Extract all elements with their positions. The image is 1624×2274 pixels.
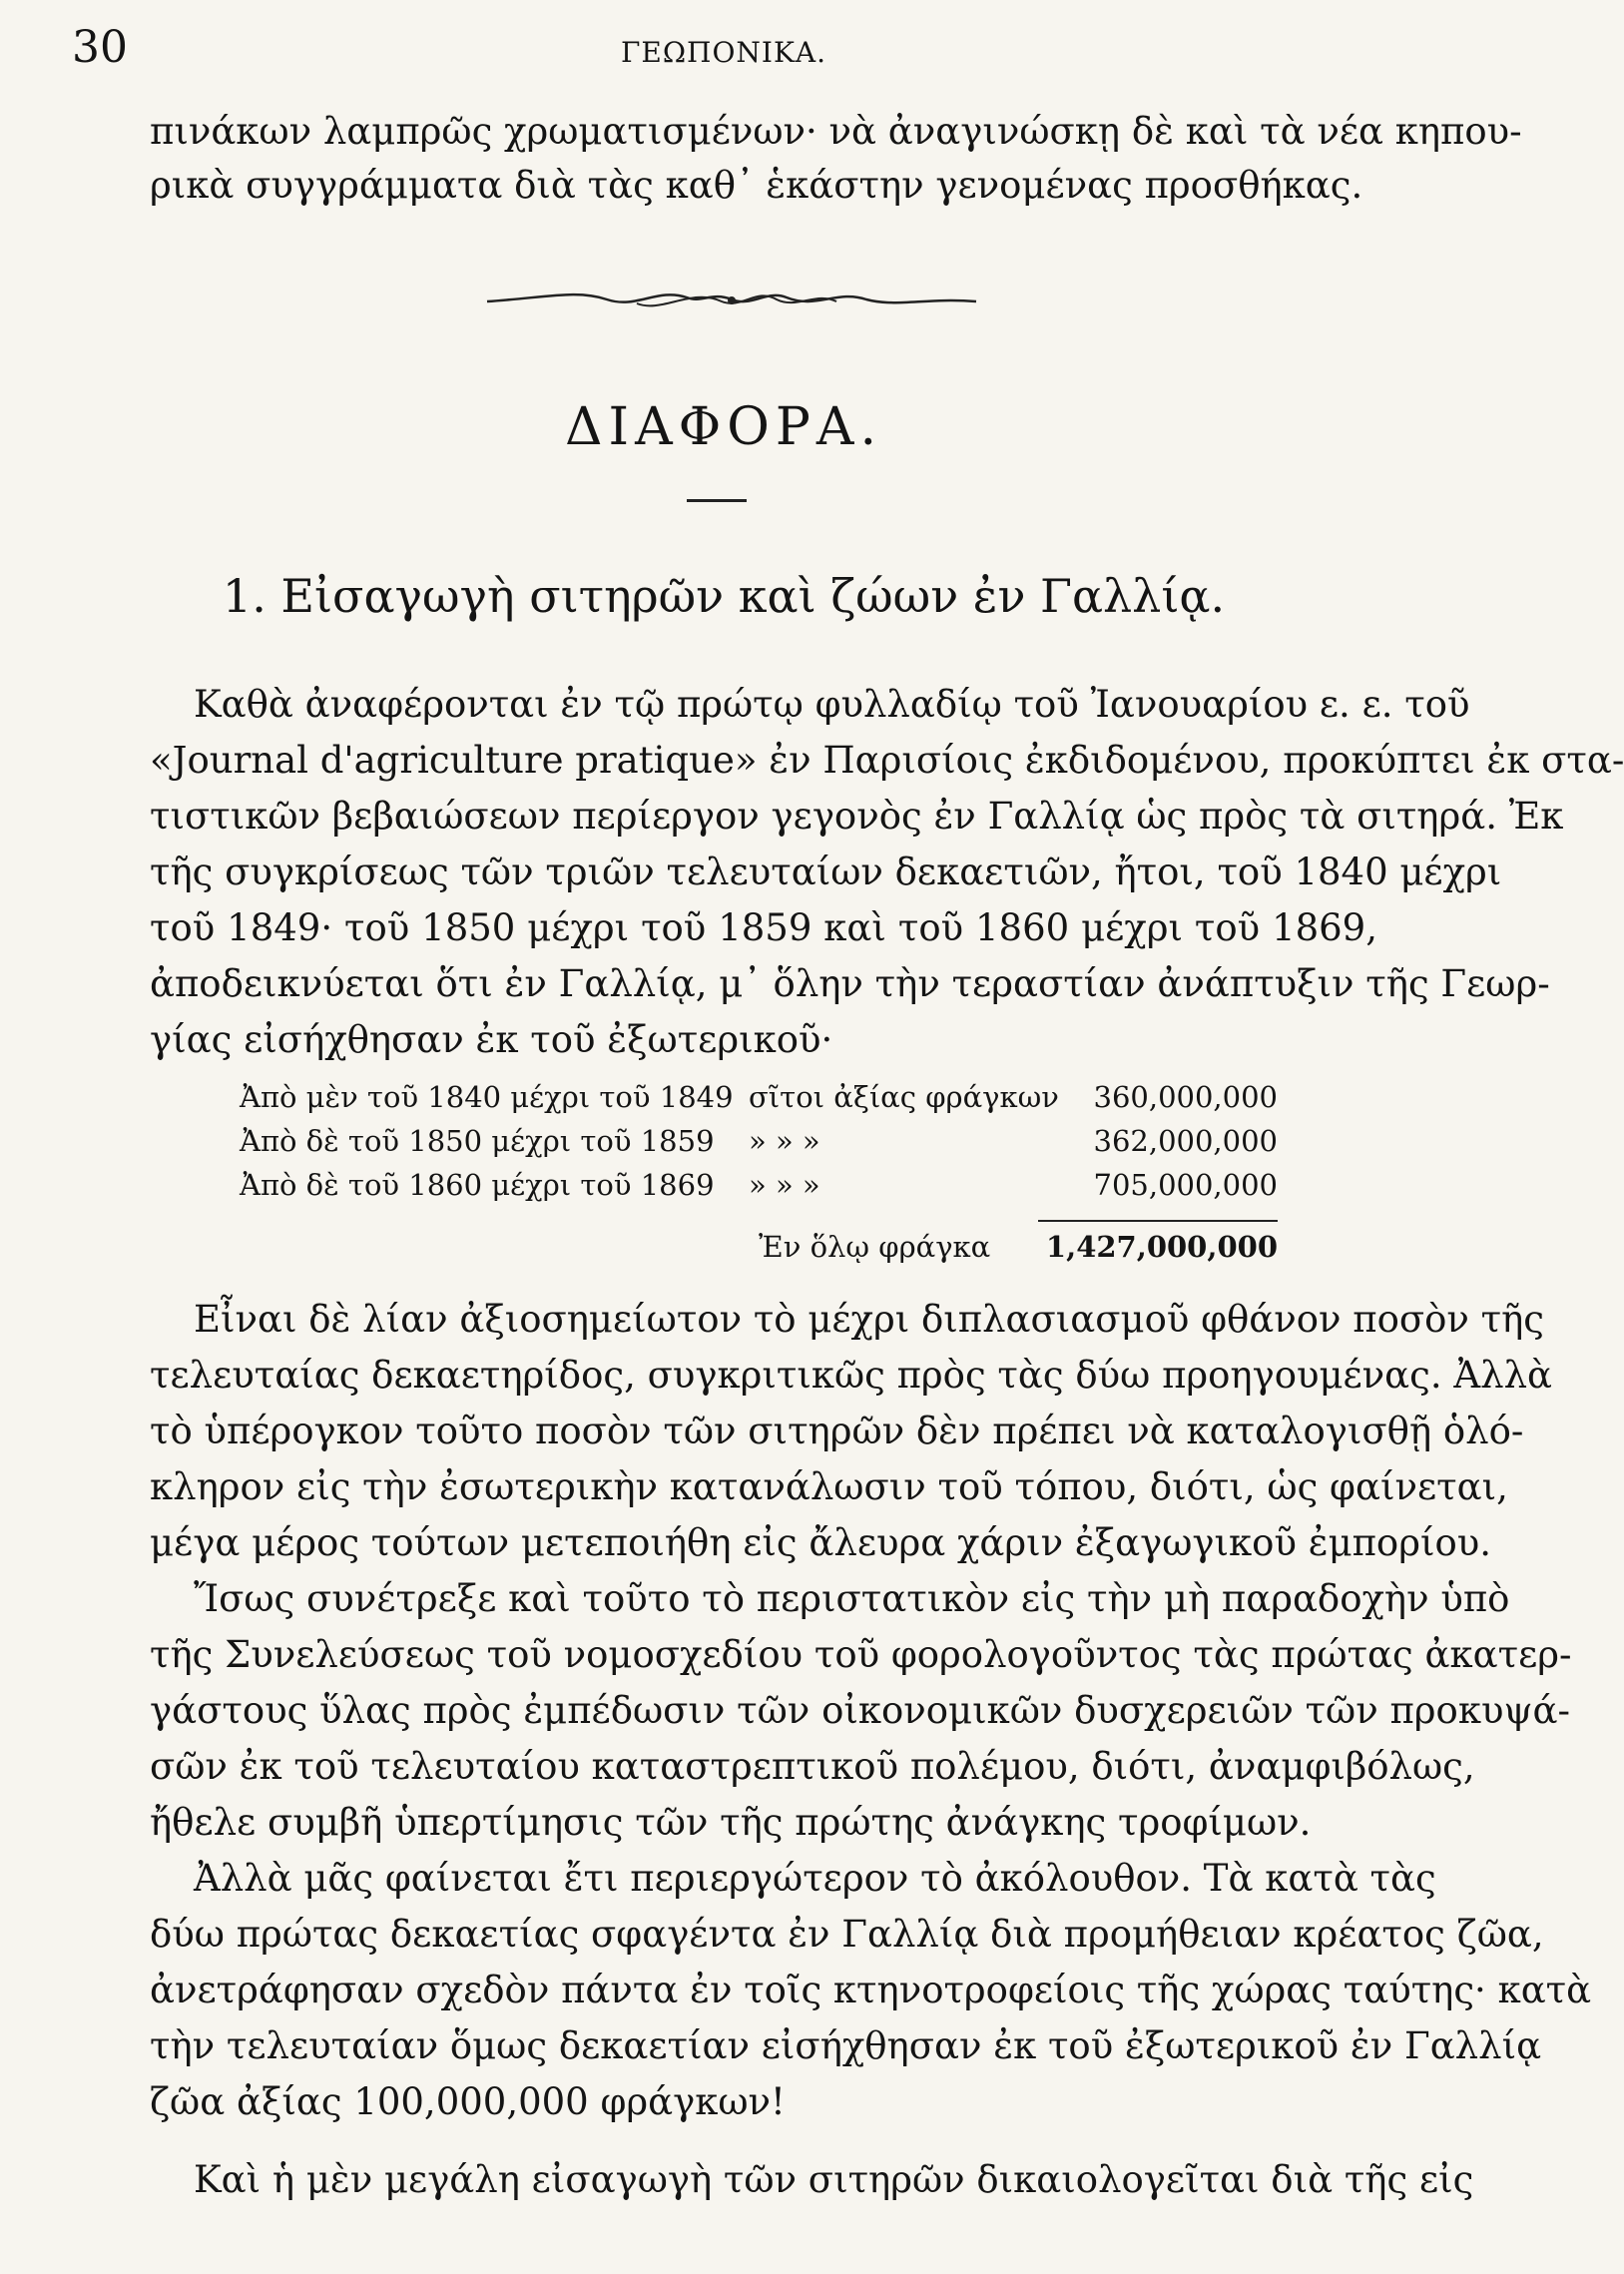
- section-title: ΔΙΑΦΟΡΑ.: [565, 397, 882, 457]
- table-row: [240, 1168, 1278, 1212]
- total-label: Ἐν ὅλῳ φράγκα: [759, 1230, 991, 1264]
- ornamental-divider: [487, 280, 976, 319]
- table-cell-period: Ἀπὸ μὲν τοῦ 1840 μέχρι τοῦ 1849: [240, 1080, 734, 1114]
- sum-rule: [1038, 1220, 1278, 1222]
- intro-line: πινάκων λαμπρῶς χρωματισμένων· νὰ ἀναγινώσκῃ δὲ καὶ τὰ νέα κηπου-: [150, 110, 1522, 153]
- table-cell-value: 360,000,000: [1093, 1080, 1278, 1114]
- paragraph-line: γάστους ὕλας πρὸς ἐμπέδωσιν τῶν οἰκονομικῶν δυσχερειῶν τῶν προκυψά-: [150, 1689, 1570, 1732]
- total-value: 1,427,000,000: [1045, 1230, 1278, 1264]
- table-cell-item: » » »: [749, 1124, 820, 1158]
- table-total-row: [240, 1230, 1278, 1280]
- intro-line: ρικὰ συγγράμματα διὰ τὰς καθ᾿ ἑκάστην γενομένας προσθήκας.: [150, 164, 1363, 207]
- paragraph-line: τῆς συγκρίσεως τῶν τριῶν τελευταίων δεκαετιῶν, ἤτοι, τοῦ 1840 μέχρι: [150, 851, 1502, 893]
- table-cell-period: Ἀπὸ δὲ τοῦ 1860 μέχρι τοῦ 1869: [240, 1168, 715, 1202]
- paragraph-line: ἀνετράφησαν σχεδὸν πάντα ἐν τοῖς κτηνοτροφείοις τῆς χώρας ταύτης· κατὰ: [150, 1969, 1592, 2011]
- paragraph-line: Εἶναι δὲ λίαν ἀξιοσημείωτον τὸ μέχρι διπλασιασμοῦ φθάνον ποσὸν τῆς: [194, 1298, 1545, 1341]
- paragraph-line: τοῦ 1849· τοῦ 1850 μέχρι τοῦ 1859 καὶ τοῦ 1860 μέχρι τοῦ 1869,: [150, 906, 1377, 949]
- table-cell-value: 705,000,000: [1093, 1168, 1278, 1202]
- page-header: [72, 22, 1375, 82]
- page-number: 30: [72, 22, 128, 73]
- paragraph-line: ἤθελε συμβῆ ὑπερτίμησις τῶν τῆς πρώτης ἀνάγκης τροφίμων.: [150, 1801, 1312, 1844]
- table-cell-item: σῖτοι ἀξίας φράγκων: [749, 1080, 1059, 1114]
- article-title: 1. Εἰσαγωγὴ σιτηρῶν καὶ ζώων ἐν Γαλλίᾳ.: [222, 569, 1226, 623]
- table-cell-value: 362,000,000: [1093, 1124, 1278, 1158]
- paragraph-line: Καὶ ἡ μὲν μεγάλη εἰσαγωγὴ τῶν σιτηρῶν δικαιολογεῖται διὰ τῆς εἰς: [194, 2158, 1474, 2201]
- running-head: ΓΕΩΠΟΝΙΚΑ.: [620, 36, 827, 69]
- title-rule: [687, 499, 747, 502]
- paragraph-line: τῆς Συνελεύσεως τοῦ νομοσχεδίου τοῦ φορολογοῦντος τὰς πρώτας ἀκατερ-: [150, 1633, 1572, 1676]
- paragraph-line: τὴν τελευταίαν ὅμως δεκαετίαν εἰσήχθησαν ἐκ τοῦ ἐξωτερικοῦ ἐν Γαλλίᾳ: [150, 2024, 1542, 2067]
- paragraph-line: τιστικῶν βεβαιώσεων περίεργον γεγονὸς ἐν Γαλλίᾳ ὡς πρὸς τὰ σιτηρά. Ἐκ: [150, 795, 1564, 838]
- paragraph-line: Ἴσως συνέτρεξε καὶ τοῦτο τὸ περιστατικὸν εἰς τὴν μὴ παραδοχὴν ὑπὸ: [194, 1577, 1510, 1620]
- paragraph-line: ζῶα ἀξίας 100,000,000 φράγκων!: [150, 2080, 786, 2123]
- table-cell-period: Ἀπὸ δὲ τοῦ 1850 μέχρι τοῦ 1859: [240, 1124, 715, 1158]
- paragraph-line: κληρον εἰς τὴν ἐσωτερικὴν κατανάλωσιν τοῦ τόπου, διότι, ὡς φαίνεται,: [150, 1465, 1508, 1508]
- paragraph-line: ἀποδεικνύεται ὅτι ἐν Γαλλίᾳ, μ᾿ ὅλην τὴν τεραστίαν ἀνάπτυξιν τῆς Γεωρ-: [150, 962, 1550, 1005]
- paragraph-line: Ἀλλὰ μᾶς φαίνεται ἔτι περιεργώτερον τὸ ἀκόλουθον. Τὰ κατὰ τὰς: [194, 1857, 1436, 1900]
- paragraph-line: Καθὰ ἀναφέρονται ἐν τῷ πρώτῳ φυλλαδίῳ τοῦ Ἰανουαρίου ε. ε. τοῦ: [194, 683, 1470, 726]
- table-row: [240, 1080, 1278, 1124]
- paragraph-line: τελευταίας δεκαετηρίδος, συγκριτικῶς πρὸς τὰς δύω προηγουμένας. Ἀλλὰ: [150, 1354, 1553, 1397]
- paragraph-line: γίας εἰσήχθησαν ἐκ τοῦ ἐξωτερικοῦ·: [150, 1018, 833, 1061]
- paragraph-line: μέγα μέρος τούτων μετεποιήθη εἰς ἄλευρα χάριν ἐξαγωγικοῦ ἐμπορίου.: [150, 1521, 1491, 1564]
- paragraph-line: σῶν ἐκ τοῦ τελευταίου καταστρεπτικοῦ πολέμου, διότι, ἀναμφιβόλως,: [150, 1745, 1475, 1788]
- table-row: [240, 1124, 1278, 1168]
- table-cell-item: » » »: [749, 1168, 820, 1202]
- paragraph-line: τὸ ὑπέρογκον τοῦτο ποσὸν τῶν σιτηρῶν δὲν πρέπει νὰ καταλογισθῇ ὁλό-: [150, 1410, 1524, 1452]
- paragraph-line: δύω πρώτας δεκαετίας σφαγέντα ἐν Γαλλίᾳ διὰ προμήθειαν κρέατος ζῶα,: [150, 1913, 1544, 1956]
- paragraph-line: «Journal d'agriculture pratique» ἐν Παρισίοις ἐκδιδομένου, προκύπτει ἐκ στα-: [150, 739, 1624, 782]
- import-table: [240, 1080, 1278, 1212]
